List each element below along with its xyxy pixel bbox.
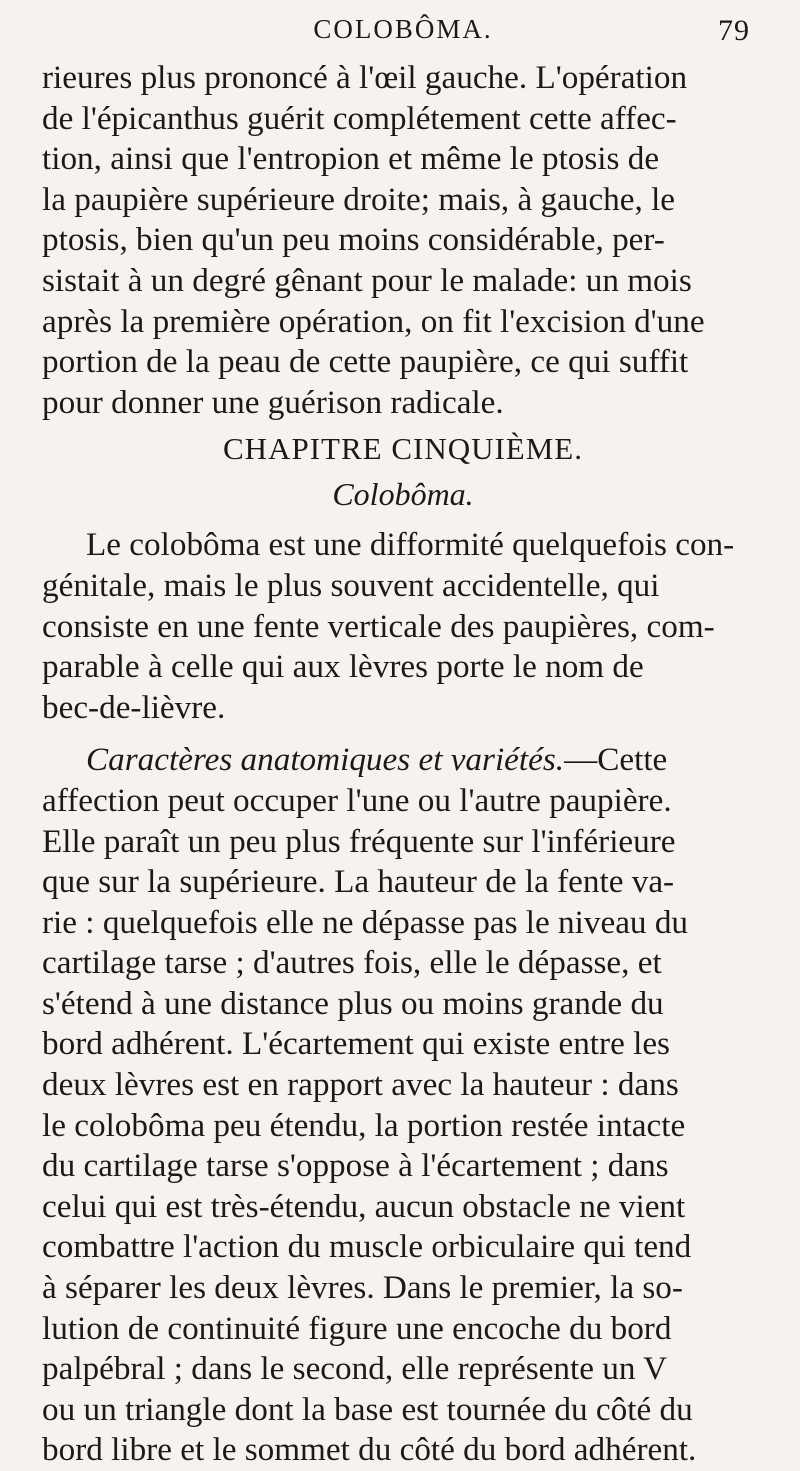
text-line: Le colobôma est une difformité quelquefois con- (86, 526, 735, 564)
text-line: génitale, mais le plus souvent accidentelle, qui (42, 566, 660, 604)
text-line: le colobôma peu étendu, la portion restée intacte (42, 1106, 686, 1144)
text-line: cartilage tarse ; d'autres fois, elle le dépasse, et (42, 944, 662, 982)
text-line: tion, ainsi que l'entropion et même le ptosis de (42, 140, 660, 178)
text-line: après la première opération, on fit l'excision d'une (42, 302, 705, 340)
text-line: rieures plus prononcé à l'œil gauche. L'opération (42, 59, 688, 96)
paragraph-definition (42, 525, 764, 728)
text-line: Elle paraît un peu plus fréquente sur l'inférieure (42, 822, 676, 860)
text-line: portion de la peau de cette paupière, ce qui suffit (42, 343, 689, 381)
chapter-subtitle: Colobôma. (332, 476, 474, 513)
text-line: parable à celle qui aux lèvres porte le nom de (42, 648, 644, 686)
text-line: que sur la supérieure. La hauteur de la fente va- (42, 863, 675, 901)
text-line: s'étend à une distance plus ou moins grande du (42, 984, 664, 1022)
text-line: à séparer les deux lèvres. Dans le premier, la so- (42, 1269, 683, 1307)
text-line-lead (42, 740, 764, 781)
text-line: de l'épicanthus guérit complétement cette affec- (42, 99, 677, 137)
text-line: ou un triangle dont la base est tournée du côté du (42, 1390, 693, 1428)
text-line: du cartilage tarse s'oppose à l'écartement ; dans (42, 1147, 669, 1185)
text-line: ptosis, bien qu'un peu moins considérable, per- (42, 221, 665, 259)
section-lead-italic: Caractères anatomiques et variétés. (86, 741, 565, 779)
text-line: la paupière supérieure droite; mais, à gauche, le (42, 180, 676, 218)
section-lead-rest: —Cette (564, 741, 668, 779)
text-line: affection peut occuper l'une ou l'autre paupière. (42, 781, 672, 819)
paragraph-characteristics (42, 740, 764, 1471)
text-line: bord libre et le sommet du côté du bord adhérent. (42, 1431, 697, 1469)
text-line: celui qui est très-étendu, aucun obstacle ne vient (42, 1187, 686, 1225)
paragraph-continuation (42, 58, 764, 423)
text-line: palpébral ; dans le second, elle représente un V (42, 1350, 668, 1388)
text-line: bord adhérent. L'écartement qui existe entre les (42, 1025, 670, 1063)
text-line: combattre l'action du muscle orbiculaire qui tend (42, 1228, 692, 1266)
text-line: lution de continuité figure une encoche du bord (42, 1309, 672, 1347)
text-line: rie : quelquefois elle ne dépasse pas le niveau du (42, 903, 689, 941)
page-number: 79 (718, 14, 750, 47)
text-line: pour donner une guérison radicale. (42, 383, 504, 421)
text-line: consiste en une fente verticale des paupières, com- (42, 607, 715, 645)
text-line: sistait à un degré gênant pour le malade: un mois (42, 261, 692, 299)
running-title: COLOBÔMA. (313, 14, 493, 44)
text-line: deux lèvres est en rapport avec la hauteur : dans (42, 1066, 679, 1104)
running-head (42, 14, 764, 58)
chapter-heading: CHAPITRE CINQUIÈME. (223, 431, 583, 467)
text-line: bec-de-lièvre. (42, 688, 226, 726)
